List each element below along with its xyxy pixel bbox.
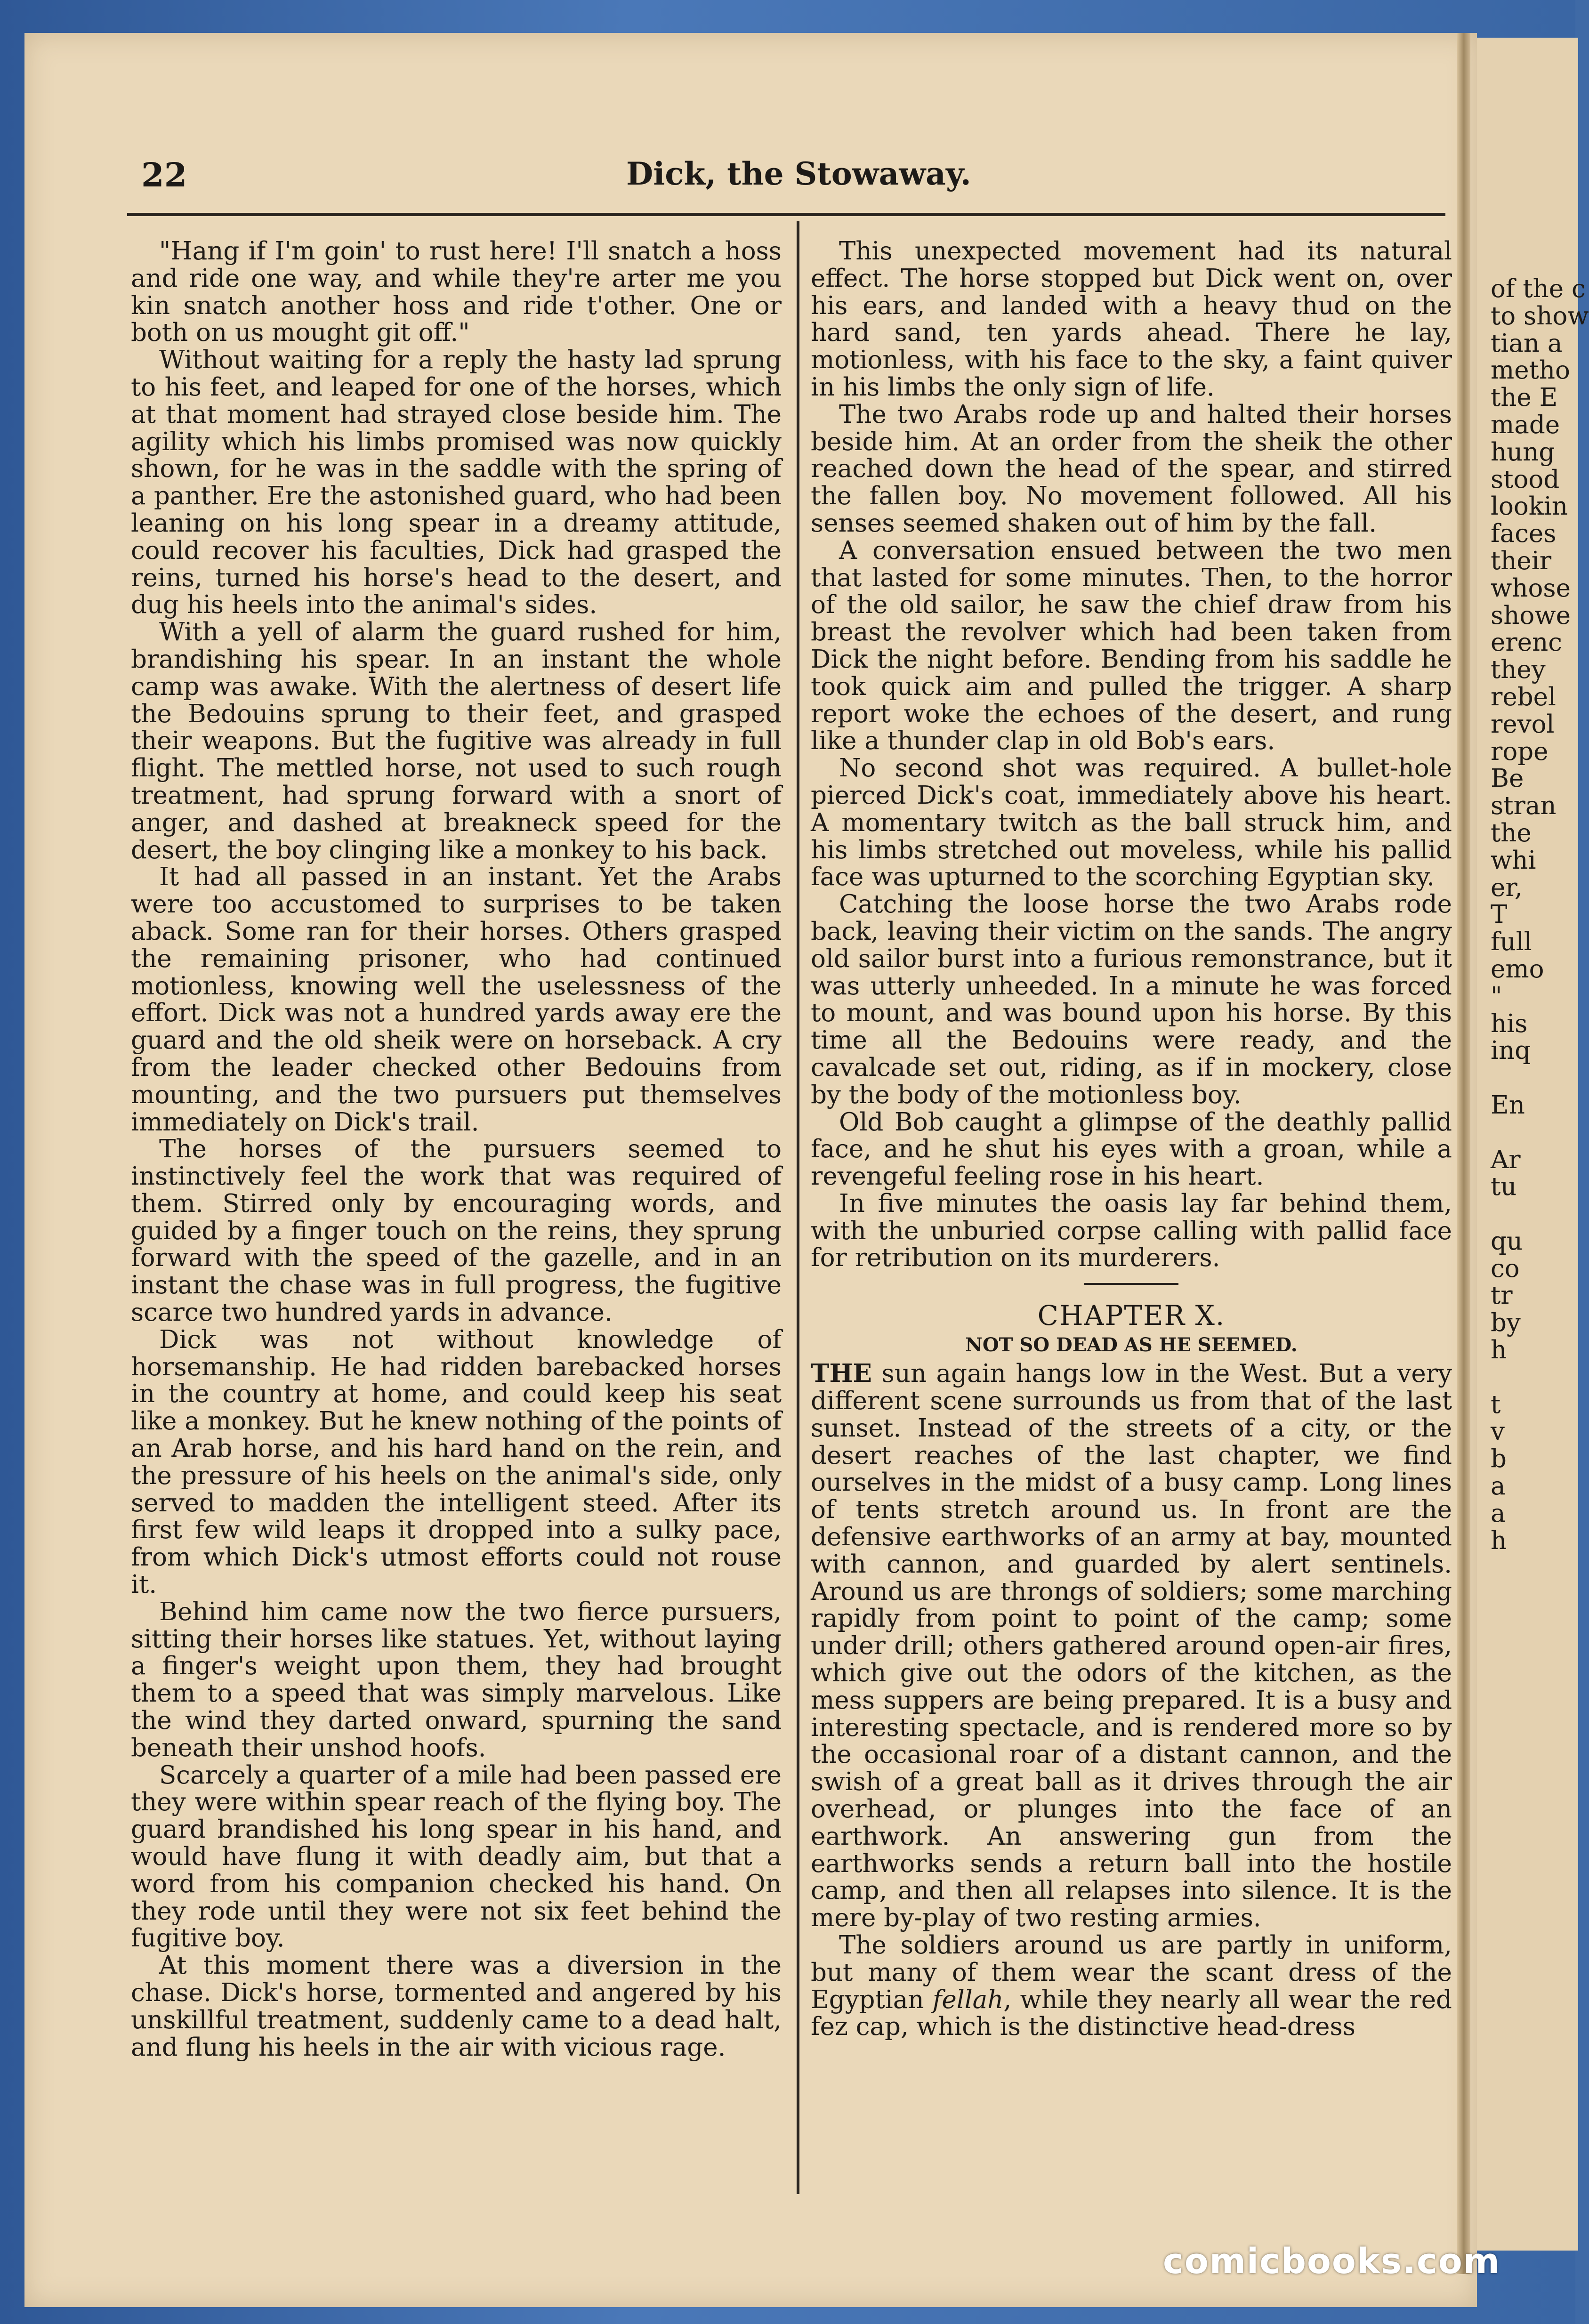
paragraph-text: The soldiers around us are partly in uniform, but many of them wear the scant dress of the Egyptian (811, 1931, 1452, 2014)
next-page-line: they (1491, 655, 1546, 685)
next-page-line: a (1491, 1499, 1506, 1528)
left-column (131, 238, 782, 2061)
next-page-text (1491, 275, 1589, 1554)
next-page-line: his (1491, 1009, 1528, 1038)
next-page-line: whose (1491, 573, 1571, 603)
paragraph: Scarcely a quarter of a mile had been passed ere they were within spear reach of the flying boy. The guard brandished his long spear in his hand, and would have flung it with deadly aim, but that a word from his companion checked his hand. On they rode until they were not six feet behind the fugitive boy. (131, 1760, 782, 1953)
paragraph: At this moment there was a diversion in the chase. Dick's horse, tormented and angered by his unskillful treatment, suddenly came to a dead halt, and flung his heels in the air with vicious rage. (131, 1951, 782, 2062)
next-page-line: T (1491, 900, 1508, 929)
header-rule (127, 213, 1445, 216)
next-page-line: rope (1491, 737, 1549, 766)
paragraph: No second shot was required. A bullet-hole pierced Dick's coat, immediately above his heart. A momentary twitch as the ball struck him, and his limbs stretched out moveless, while his pallid face was upturned to the scorching Egyptian sky. (811, 754, 1452, 892)
page-number: 22 (141, 155, 187, 194)
next-page-line: stran (1491, 791, 1557, 821)
next-page-line: v (1491, 1417, 1505, 1446)
paragraph: Behind him came now the two fierce pursuers, sitting their horses like statues. Yet, without laying a finger's weight upon them, they had brought them to a speed that was simply marvelous. Like the wind they darted onward, spurning the sand beneath their unshod hoofs. (131, 1597, 782, 1762)
next-page-line: to show (1491, 301, 1589, 331)
next-page-line: qu (1491, 1227, 1523, 1256)
paragraph: "Hang if I'm goin' to rust here! I'll snatch a hoss and ride one way, and while they're arter me you kin snatch another hoss and ride t'other. One or both on us mought git off." (131, 237, 782, 347)
paragraph: In five minutes the oasis lay far behind them, with the unburied corpse calling with pallid face for retribution on its murderers. (811, 1189, 1452, 1273)
next-page-line: lookin (1491, 492, 1568, 521)
next-page-line: faces (1491, 519, 1557, 549)
next-page-line: by (1491, 1308, 1521, 1338)
next-page-line: " (1491, 982, 1502, 1011)
next-page-line: revol (1491, 710, 1555, 739)
next-page-line: tr (1491, 1281, 1513, 1310)
right-column (811, 238, 1452, 2041)
next-page-line: h (1491, 1526, 1507, 1555)
paragraph: A conversation ensued between the two men that lasted for some minutes. Then, to the horror of the old sailor, he saw the chief draw from his breast the revolver which had been taken from Dick the night before. Bending from his saddle he took quick aim and pulled the trigger. A sharp report woke the echoes of the desert, and rung like a thunder clap in old Bob's ears. (811, 536, 1452, 756)
next-page-line: showe (1491, 601, 1571, 630)
next-page-line: tian a (1491, 329, 1563, 358)
next-page-line: h (1491, 1336, 1507, 1365)
next-page-line: a (1491, 1472, 1506, 1501)
next-page-line: emo (1491, 954, 1544, 984)
running-head: Dick, the Stowaway. (626, 155, 971, 192)
next-page-line: made (1491, 410, 1560, 439)
chapter-first-paragraph (811, 1360, 1452, 1932)
paragraph: The two Arabs rode up and halted their horses beside him. At an order from the sheik the other reached down the head of the spear, and stirred the fallen boy. No movement followed. All his senses seemed shaken out of him by the fall. (811, 400, 1452, 538)
chapter-subtitle: NOT SO DEAD AS HE SEEMED. (965, 1334, 1298, 1356)
next-page-line (1491, 1364, 1589, 1391)
paragraph: With a yell of alarm the guard rushed for him, brandishing his spear. In an instant the whole camp was awake. With the alertness of desert life the Bedouins sprung to their feet, and grasped their weapons. But the fugitive was already in full flight. The mettled horse, not used to such rough treatment, had sprung forward with a snort of anger, and dashed at breakneck speed for the desert, the boy clinging like a monkey to his back. (131, 618, 782, 864)
next-page-line: er, (1491, 873, 1523, 902)
next-page-line: En (1491, 1090, 1525, 1120)
column-divider (797, 221, 799, 2194)
next-page-line (1491, 1065, 1589, 1092)
next-page-line: the E (1491, 383, 1558, 412)
next-page-line: Ar (1491, 1145, 1521, 1174)
next-page-line (1491, 1119, 1589, 1146)
next-page-line: of the c (1491, 274, 1586, 303)
chapter-rule (1084, 1283, 1178, 1285)
italic-word: fellah (932, 1985, 1004, 2014)
next-page-line: hung (1491, 437, 1555, 467)
paragraph: It had all passed in an instant. Yet the Arabs were too accustomed to surprises to be taken aback. Some ran for their horses. Others grasped the remaining prisoner, who had continued motionless, knowing well the uselessness of the effort. Dick was not a hundred yards away ere the guard and the old sheik were on horseback. A cry from the leader checked other Bedouins from mounting, and the two pursuers put themselves immediately on Dick's trail. (131, 863, 782, 1137)
next-page-line (1491, 1201, 1589, 1228)
chapter-title: CHAPTER X. (1037, 1299, 1226, 1332)
next-page-line: rebel (1491, 682, 1556, 711)
next-page-line: co (1491, 1254, 1520, 1283)
next-page-line: their (1491, 546, 1552, 575)
watermark: comicbooks.com (1163, 2241, 1500, 2282)
paragraph: Old Bob caught a glimpse of the deathly pallid face, and he shut his eyes with a groan, while a revengeful feeling rose in his heart. (811, 1107, 1452, 1191)
chapter-first-paragraph-text: sun again hangs low in the West. But a very different scene surrounds us from that of the last sunset. Instead of the streets of a city, or the desert reaches of the last chapter, we find ourselves in the midst of a busy camp. Long lines of tents stretch around us. In front are the defensive earthworks of an army at bay, mounted with cannon, and guarded by alert sentinels. Around us are throngs of soldiers; some marching rapidly from point to point of the camp; some under drill; others gathered around open-air fires, which give out the odors of the kitchen, as the mess suppers are being prepared. It is a busy and interesting spectacle, and is rendered more so by the occasional roar of a distant cannon, and the swish of a great ball as it drives through the air overhead, or plunges into the face of an earthwork. An answering gun from the earthworks sends a return ball into the hostile camp, and then all relapses into silence. It is the mere by-play of two resting armies. (811, 1359, 1452, 1933)
next-page-line: full (1491, 928, 1532, 957)
chapter-lead-word: THE (811, 1359, 872, 1388)
paragraph: This unexpected movement had its natural effect. The horse stopped but Dick went on, over his ears, and landed with a heavy thud on the hard sand, ten yards ahead. There he lay, motionless, with his face to the sky, a faint quiver in his limbs the only sign of life. (811, 237, 1452, 402)
next-page-line: t (1491, 1390, 1501, 1419)
next-page-edge (1469, 38, 1589, 2251)
next-page-line: whi (1491, 846, 1536, 875)
next-page-line: tu (1491, 1172, 1517, 1202)
next-page-line: Be (1491, 764, 1524, 793)
next-page-line: erenc (1491, 628, 1562, 657)
next-page-line: b (1491, 1444, 1507, 1474)
next-page-line: inq (1491, 1036, 1531, 1065)
paragraph: Without waiting for a reply the hasty lad sprung to his feet, and leaped for one of the horses, which at that moment had strayed close beside him. The agility which his limbs promised was now quickly shown, for he was in the saddle with the spring of a panther. Ere the astonished guard, who had been leaning on his long spear in a dreamy attitude, could recover his faculties, Dick had grasped the reins, turned his horse's head to the desert, and dug his heels into the animal's sides. (131, 346, 782, 620)
next-page-line: metho (1491, 356, 1570, 385)
chapter-last-paragraph (811, 1932, 1452, 2041)
paragraph: Dick was not without knowledge of horsemanship. He had ridden barebacked horses in the country at home, and could keep his seat like a monkey. But he knew nothing of the points of an Arab horse, and his hard hand on the rein, and the pressure of his heels on the animal's side, only served to madden the intelligent steed. After its first few wild leaps it dropped into a sulky pace, from which Dick's utmost efforts could not rouse it. (131, 1325, 782, 1599)
paragraph-text: , while they nearly all wear the red fez cap, which is the distinctive head-dress (811, 1985, 1452, 2042)
page-gutter (1457, 33, 1470, 2274)
next-page-line: the (1491, 818, 1532, 847)
paragraph: Catching the loose horse the two Arabs rode back, leaving their victim on the sands. The angry old sailor burst into a furious remonstrance, but it was utterly unheeded. In a minute he was forced to mount, and was bound upon his horse. By this time all the Bedouins were ready, and the cavalcade set out, riding, as if in mockery, close by the body of the motionless boy. (811, 890, 1452, 1109)
next-page-line: stood (1491, 465, 1560, 494)
paragraph: The horses of the pursuers seemed to instinctively feel the work that was required of them. Stirred only by encouraging words, and guided by a finger touch on the reins, they sprung forward with the speed of the gazelle, and in an instant the chase was in full progress, the fugitive scarce two hundred yards in advance. (131, 1135, 782, 1327)
